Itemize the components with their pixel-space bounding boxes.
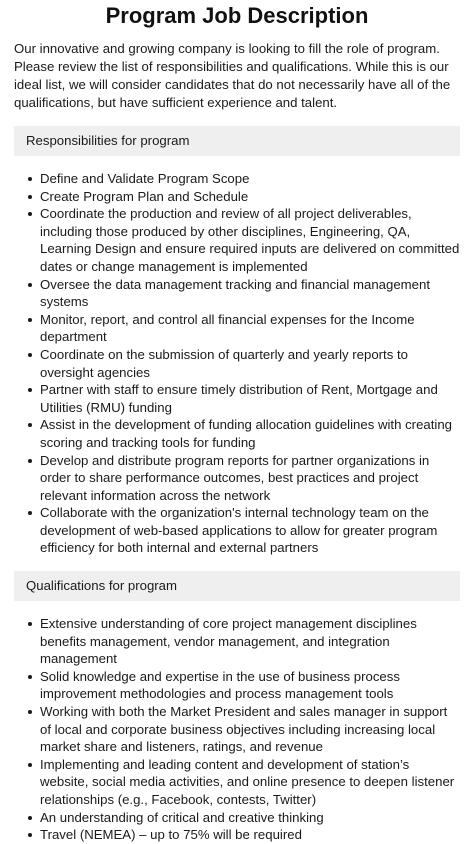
- page-title: Program Job Description: [105, 3, 369, 28]
- list-item: Monitor, report, and control all financial expenses for the Income department: [40, 311, 460, 346]
- responsibilities-list: [14, 170, 460, 557]
- list-item: Working with both the Market President and sales manager in support of local and corporate business objectives including increasing local market share and listeners, ratings, and revenue: [40, 703, 460, 756]
- responsibilities-heading: Responsibilities for program: [14, 126, 460, 156]
- list-item: Collaborate with the organization's internal technology team on the development of web-based applications to allow for greater program efficiency for both internal and external partners: [40, 504, 460, 557]
- list-item: Coordinate on the submission of quarterly and yearly reports to oversight agencies: [40, 346, 460, 381]
- list-item: Define and Validate Program Scope: [40, 170, 460, 188]
- qualifications-list: [14, 615, 460, 844]
- list-item: Oversee the data management tracking and financial management systems: [40, 276, 460, 311]
- list-item: Travel (NEMEA) – up to 75% will be required: [40, 826, 460, 844]
- list-item: Develop and distribute program reports for partner organizations in order to share performance outcomes, best practices and project relevant information across the network: [40, 452, 460, 505]
- list-item: Implementing and leading content and development of station’s website, social media activities, and online presence to deepen listener relationships (e.g., Facebook, contests, Twitter): [40, 756, 460, 809]
- list-item: An understanding of critical and creative thinking: [40, 809, 460, 827]
- list-item: Assist in the development of funding allocation guidelines with creating scoring and tracking tools for funding: [40, 416, 460, 451]
- list-item: Solid knowledge and expertise in the use of business process improvement methodologies and process management tools: [40, 668, 460, 703]
- list-item: Partner with staff to ensure timely distribution of Rent, Mortgage and Utilities (RMU) funding: [40, 381, 460, 416]
- list-item: Coordinate the production and review of all project deliverables, including those produced by other disciplines, Engineering, QA, Learning Design and ensure required inputs are delivered on committed dates or change management is implemented: [40, 206, 460, 274]
- qualifications-heading: Qualifications for program: [14, 571, 460, 601]
- list-item: Create Program Plan and Schedule: [40, 188, 460, 206]
- list-item: Extensive understanding of core project management disciplines benefits management, vendor management, and integration management: [40, 615, 460, 668]
- intro-paragraph: Our innovative and growing company is looking to fill the role of program. Please review the list of responsibilities and qualifications. While this is our ideal list, we will consider candidates that do not necessarily have all of the qualifications, but have sufficient experience and talent.: [14, 41, 451, 110]
